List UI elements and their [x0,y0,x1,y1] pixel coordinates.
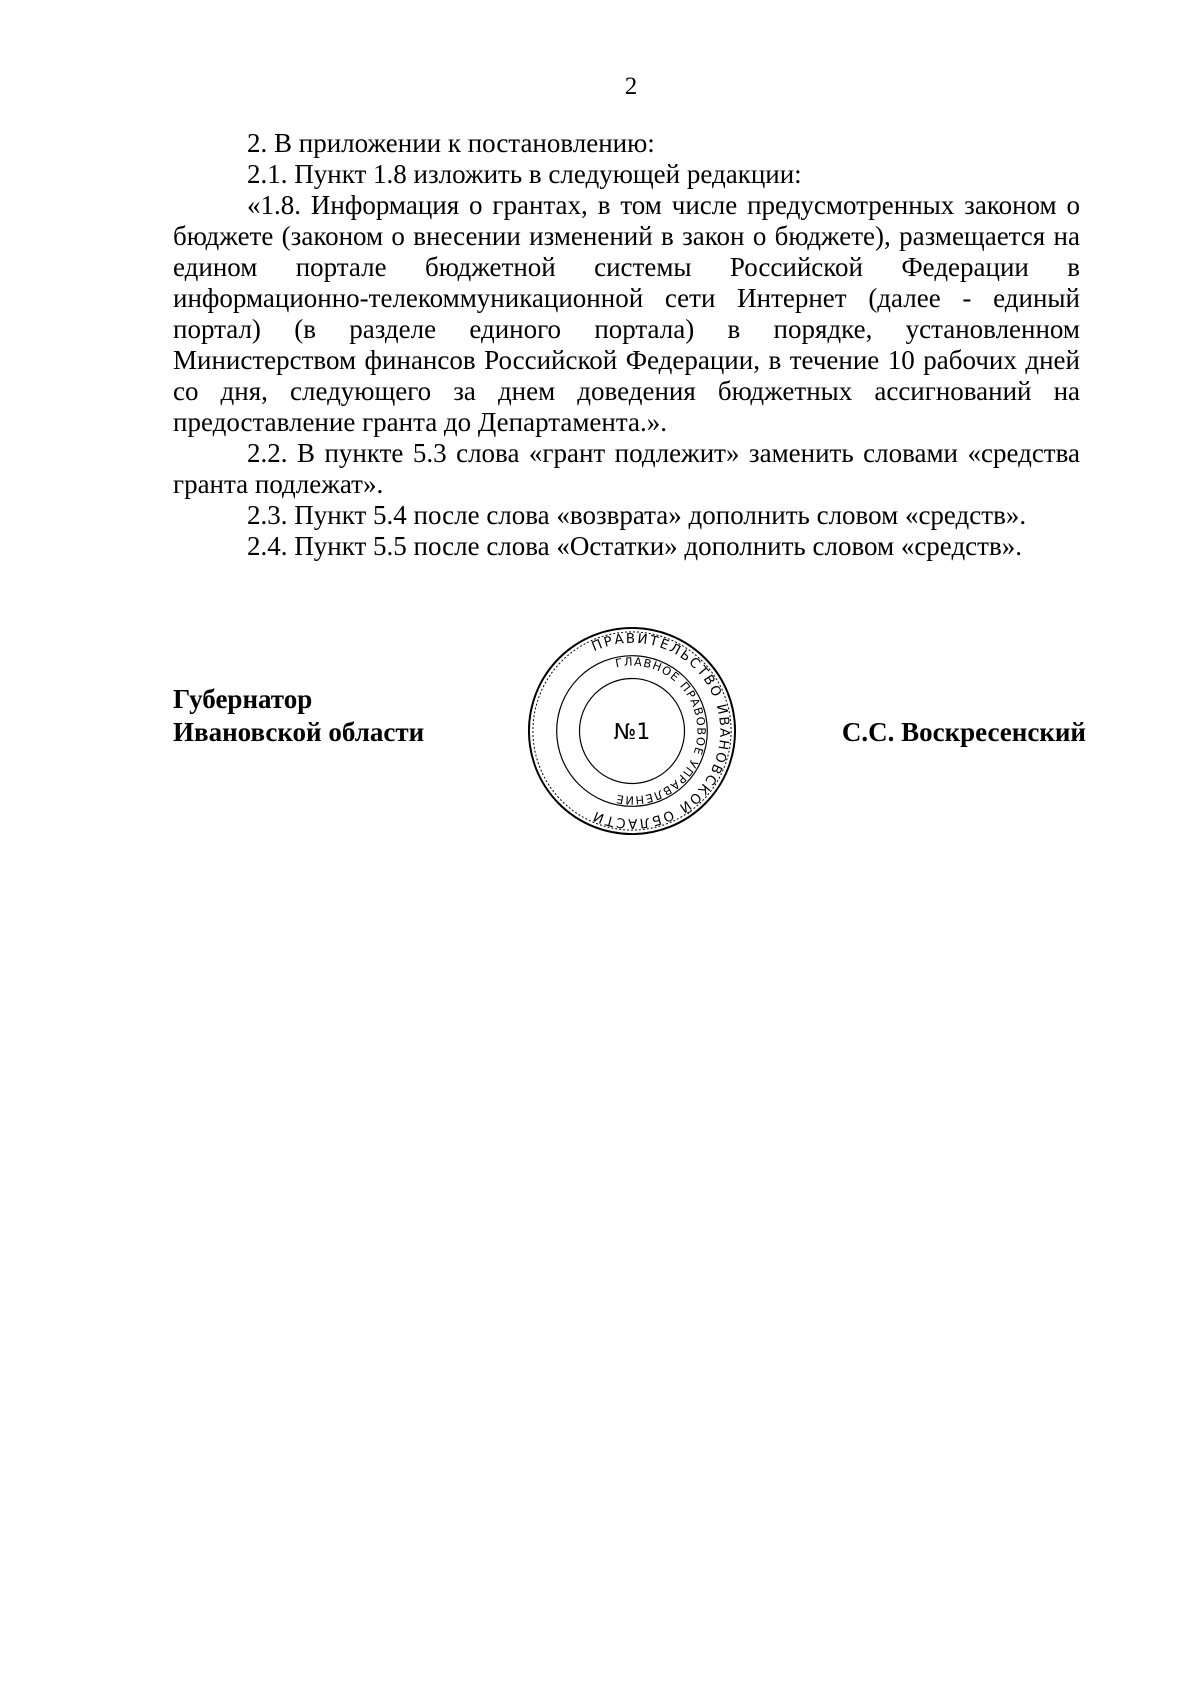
seal-outer-text: ПРАВИТЕЛЬСТВО ИВАНОВСКОЙ ОБЛАСТИ [589,631,732,831]
signatory-position-line2: Ивановской области [173,717,425,747]
paragraph-2-1: 2.1. Пункт 1.8 изложить в следующей редакции: [247,159,802,189]
paragraph-2-2: 2.2. В пункте 5.3 слова «грант подлежит» заменить словами «средства гранта подлежат». [173,438,1080,499]
signer-name: С.С. Воскресенский [841,717,1086,747]
page-number: 2 [624,73,638,100]
seal-center-text: №1 [613,719,651,745]
seal-stamp-icon [523,622,741,840]
seal-inner-text: ГЛАВНОЕ ПРАВОВОЕ УПРАВЛЕНИЕ [614,654,709,808]
paragraph-2-4: 2.4. Пункт 5.5 после слова «Остатки» дополнить словом «средств». [247,531,1022,561]
paragraph-1-8-text: «1.8. Информация о грантах, в том числе предусмотренных законом о бюджете (законом о внесении изменений в закон о бюджете), размещается на едином портале бюджетной системы Российской Федерации в информационно-телекоммуникационной сети Интернет (далее - единый портал) (в разделе единого портала) в порядке, установленном Министерством финансов Российской Федерации, в течение 10 рабочих дней со дня, следующего за днем доведения бюджетных ассигнований на предоставление гранта до Департамента.». [173,190,1080,437]
signatory-position-line1: Губернатор [173,684,313,714]
official-seal [523,622,741,840]
signatory-position [173,683,424,749]
paragraph-2-3: 2.3. Пункт 5.4 после слова «возврата» дополнить словом «средств». [247,500,1027,530]
document-body [173,128,1080,562]
paragraph-2: 2. В приложении к постановлению: [247,128,655,158]
